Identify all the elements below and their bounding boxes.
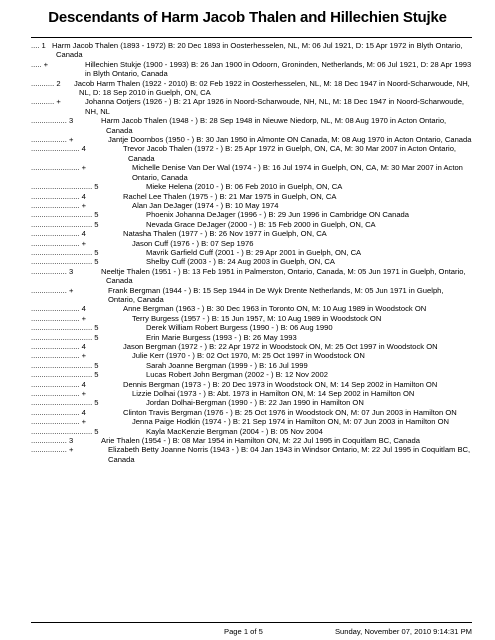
list-item <box>31 333 472 342</box>
list-item <box>31 192 472 201</box>
list-item <box>31 210 472 219</box>
entry-text: Erin Marie Burgess (1993 - ) B: 26 May 1993 <box>146 332 297 342</box>
generation-marker: ................. + <box>31 285 74 295</box>
list-item <box>31 445 472 464</box>
entry-text: Jason Bergman (1972 - ) B: 22 Apr 1972 in Woodstock ON, M: 25 Oct 1997 in Woodstock ON <box>123 342 438 351</box>
list-item <box>31 304 472 313</box>
entry-text: Arie Thalen (1954 - ) B: 08 Mar 1954 in Hamilton ON, M: 22 Jul 1995 in Coquitlam BC, Canada <box>101 436 420 446</box>
list-item <box>31 229 472 238</box>
list-item <box>31 201 472 210</box>
generation-marker: ....................... + <box>31 389 87 399</box>
entry-text: Jason Cuff (1976 - ) B: 07 Sep 1976 <box>132 238 254 248</box>
list-item <box>31 389 472 398</box>
list-item <box>31 163 472 182</box>
entry-text: Hillechien Stukje (1900 - 1993) B: 26 Jan 1900 in Odoorn, Groninden, Netherlands, M: 06 Jul 1921, D: 28 Apr 1993 in Blyth Ontario, Canada <box>85 59 472 79</box>
entry-text: Dennis Bergman (1973 - ) B: 20 Dec 1973 in Woodstock ON, M: 14 Sep 2002 in Hamilton ON <box>123 379 438 389</box>
generation-marker: ................. 3 <box>31 266 74 276</box>
list-item <box>31 417 472 426</box>
generation-marker: ....................... + <box>31 200 87 210</box>
generation-marker: ............................. 5 <box>31 257 99 267</box>
list-item <box>31 220 472 229</box>
generation-marker: .... 1 <box>31 41 46 50</box>
page-number: Page 1 of 5 <box>224 627 263 636</box>
generation-marker: ............................. 5 <box>31 426 99 436</box>
list-item <box>31 79 472 98</box>
generation-marker: ....................... + <box>31 313 87 323</box>
generation-marker: ............................. 5 <box>31 182 99 192</box>
generation-marker: ........... + <box>31 97 61 107</box>
generation-marker: ................. + <box>31 445 74 455</box>
list-item <box>31 408 472 417</box>
list-item <box>31 60 472 79</box>
print-date: Sunday, November 07, 2010 9:14:31 PM <box>334 627 472 636</box>
entry-text: Julie Kerr (1970 - ) B: 02 Oct 1970, M: 25 Oct 1997 in Woodstock ON <box>132 351 365 361</box>
entry-text: Michelle Denise Van Der Wal (1974 - ) B: 16 Jul 1974 in Guelph, ON, CA, M: 30 Mar 2007 in Acton Ontario, Canada <box>132 163 463 182</box>
list-item <box>31 286 472 305</box>
entry-text: Trevor Jacob Thalen (1972 - ) B: 25 Apr 1972 in Guelph, ON, CA, M: 30 Mar 2007 in Acton Ontario, Canada <box>123 144 457 163</box>
entry-text: Sarah Joanne Bergman (1999 - ) B: 16 Jul 1999 <box>146 360 308 370</box>
entry-text: Jantje Doornbos (1950 - ) B: 30 Jan 1950 in Almonte ON Canada, M: 08 Aug 1970 in Acton Ontario, Canada <box>108 135 472 145</box>
generation-marker: ....................... 4 <box>31 144 86 154</box>
list-item <box>31 398 472 407</box>
generation-marker: ............................. 5 <box>31 370 99 380</box>
entry-text: Neeltje Thalen (1951 - ) B: 13 Feb 1951 in Palmerston, Ontario, Canada, M: 05 Jun 1971 in Guelph, Ontario, Canada <box>101 266 466 286</box>
entry-text: Clinton Travis Bergman (1976 - ) B: 25 Oct 1976 in Woodstock ON, M: 07 Jun 2003 in Hamilton ON <box>123 407 457 417</box>
entry-text: Elizabeth Betty Joanne Norris (1943 - ) B: 04 Jan 1943 in Windsor Ontario, M: 22 Jul 1995 in Coquitlam BC, Canada <box>108 445 471 464</box>
entry-text: Rachel Lee Thalen (1975 - ) B: 21 Mar 1975 in Guelph, ON, CA <box>123 191 337 201</box>
generation-marker: ........... 2 <box>31 78 61 88</box>
list-item <box>31 135 472 144</box>
entry-text: Natasha Thalen (1977 - ) B: 26 Nov 1977 in Guelph, ON, CA <box>123 229 327 239</box>
entry-text: Frank Bergman (1944 - ) B: 15 Sep 1944 in De Wyk Drente Netherlands, M: 05 Jun 1971 in Guelph, Ontario, Canada <box>108 285 444 304</box>
entry-text: Harm Jacob Thalen (1948 - ) B: 28 Sep 1948 in Nieuwe Niedorp, NL, M: 08 Aug 1970 in Acton Ontario, Canada <box>101 116 447 135</box>
list-item <box>31 116 472 135</box>
list-item <box>31 361 472 370</box>
generation-marker: ............................. 5 <box>31 398 99 408</box>
entry-text: Jenna Paige Hodkin (1974 - ) B: 21 Sep 1974 in Hamilton ON, M: 07 Jun 2003 in Hamilton ON <box>132 417 449 427</box>
list-item <box>31 370 472 379</box>
generation-marker: ............................. 5 <box>31 210 99 220</box>
entry-text: Derek William Robert Burgess (1990 - ) B: 06 Aug 1990 <box>146 323 333 333</box>
list-item <box>31 257 472 266</box>
page-title: Descendants of Harm Jacob Thalen and Hillechien Stujke <box>48 9 447 26</box>
list-item <box>31 144 472 163</box>
list-item <box>31 248 472 257</box>
footer-divider <box>31 622 472 623</box>
entry-text: Lucas Robert John Bergman (2002 - ) B: 12 Nov 2002 <box>146 370 328 380</box>
entry-text: Johanna Ootjers (1926 - ) B: 21 Apr 1926 in Noord-Scharwoude, NH, NL, M: 18 Dec 1947 in Noord-Scharwoude, NH, NL <box>85 97 465 116</box>
entry-text: Shelby Cuff (2003 - ) B: 24 Aug 2003 in Guelph, ON, CA <box>146 257 335 267</box>
generation-marker: ....................... 4 <box>31 407 86 417</box>
generation-marker: ....................... + <box>31 238 87 248</box>
entry-text: Harm Jacob Thalen (1893 - 1972) B: 20 Dec 1893 in Oosterhesselen, NL, M: 06 Jul 1921, D: 15 Apr 1972 in Blyth Ontario, Canada <box>52 41 463 60</box>
entry-text: Mavrik Garfield Cuff (2001 - ) B: 29 Apr 2001 in Guelph, ON, CA <box>146 247 362 257</box>
entry-text: Jacob Harm Thalen (1922 - 2010) B: 02 Feb 1922 in Oosterhesselen, NL, M: 18 Dec 1947 in Noord-Scharwoude, NH, NL, D: 18 Sep 2010 in Guelph, ON, CA <box>74 78 470 98</box>
generation-marker: ....................... 4 <box>31 191 86 201</box>
list-item <box>31 267 472 286</box>
list-item <box>31 427 472 436</box>
generation-marker: ....................... 4 <box>31 229 86 239</box>
generation-marker: ............................. 5 <box>31 323 99 333</box>
generation-marker: ................. 3 <box>31 436 74 446</box>
list-item <box>31 239 472 248</box>
generation-marker: ............................. 5 <box>31 360 99 370</box>
list-item <box>31 182 472 191</box>
generation-marker: ................. + <box>31 135 74 145</box>
generation-marker: ....................... + <box>31 417 87 427</box>
list-item <box>31 314 472 323</box>
entry-text: Anne Bergman (1963 - ) B: 30 Dec 1963 in Toronto ON, M: 10 Aug 1989 in Woodstock ON <box>123 304 427 314</box>
header-divider <box>31 37 472 38</box>
list-item <box>31 342 472 351</box>
generation-marker: ....................... + <box>31 163 87 173</box>
entry-text: Lizzie Dolhai (1973 - ) B: Abt. 1973 in Hamilton ON, M: 14 Sep 2002 in Hamilton ON <box>132 389 415 399</box>
generation-marker: ................. 3 <box>31 116 74 126</box>
list-item <box>31 41 472 60</box>
list-item <box>31 351 472 360</box>
entry-text: Alan Jan DeJager (1974 - ) B: 10 May 1974 <box>132 200 279 210</box>
generation-marker: ..... + <box>31 59 49 69</box>
generation-marker: ....................... 4 <box>31 342 86 351</box>
list-item <box>31 436 472 445</box>
generation-marker: ....................... 4 <box>31 304 86 314</box>
generation-marker: ............................. 5 <box>31 332 99 342</box>
entry-text: Phoenix Johanna DeJager (1996 - ) B: 29 Jun 1996 in Cambridge ON Canada <box>146 210 409 220</box>
generation-marker: ............................. 5 <box>31 219 99 229</box>
entry-text: Kayla MacKenzie Bergman (2004 - ) B: 05 Nov 2004 <box>146 426 323 436</box>
list-item <box>31 380 472 389</box>
entry-text: Mieke Helena (2010 - ) B: 06 Feb 2010 in Guelph, ON, CA <box>146 182 343 192</box>
entry-text: Jordan Dolhai-Bergman (1990 - ) B: 22 Jan 1990 in Hamilton ON <box>146 398 364 408</box>
generation-marker: ....................... 4 <box>31 379 86 389</box>
generation-marker: ....................... + <box>31 351 87 361</box>
entry-text: Terry Burgess (1957 - ) B: 15 Jun 1957, M: 10 Aug 1989 in Woodstock ON <box>132 313 382 323</box>
generation-marker: ............................. 5 <box>31 247 99 257</box>
list-item <box>31 323 472 332</box>
list-item <box>31 97 472 116</box>
descendant-list <box>31 41 472 464</box>
entry-text: Nevada Grace DeJager (2000 - ) B: 15 Feb 2000 in Guelph, ON, CA <box>146 219 376 229</box>
